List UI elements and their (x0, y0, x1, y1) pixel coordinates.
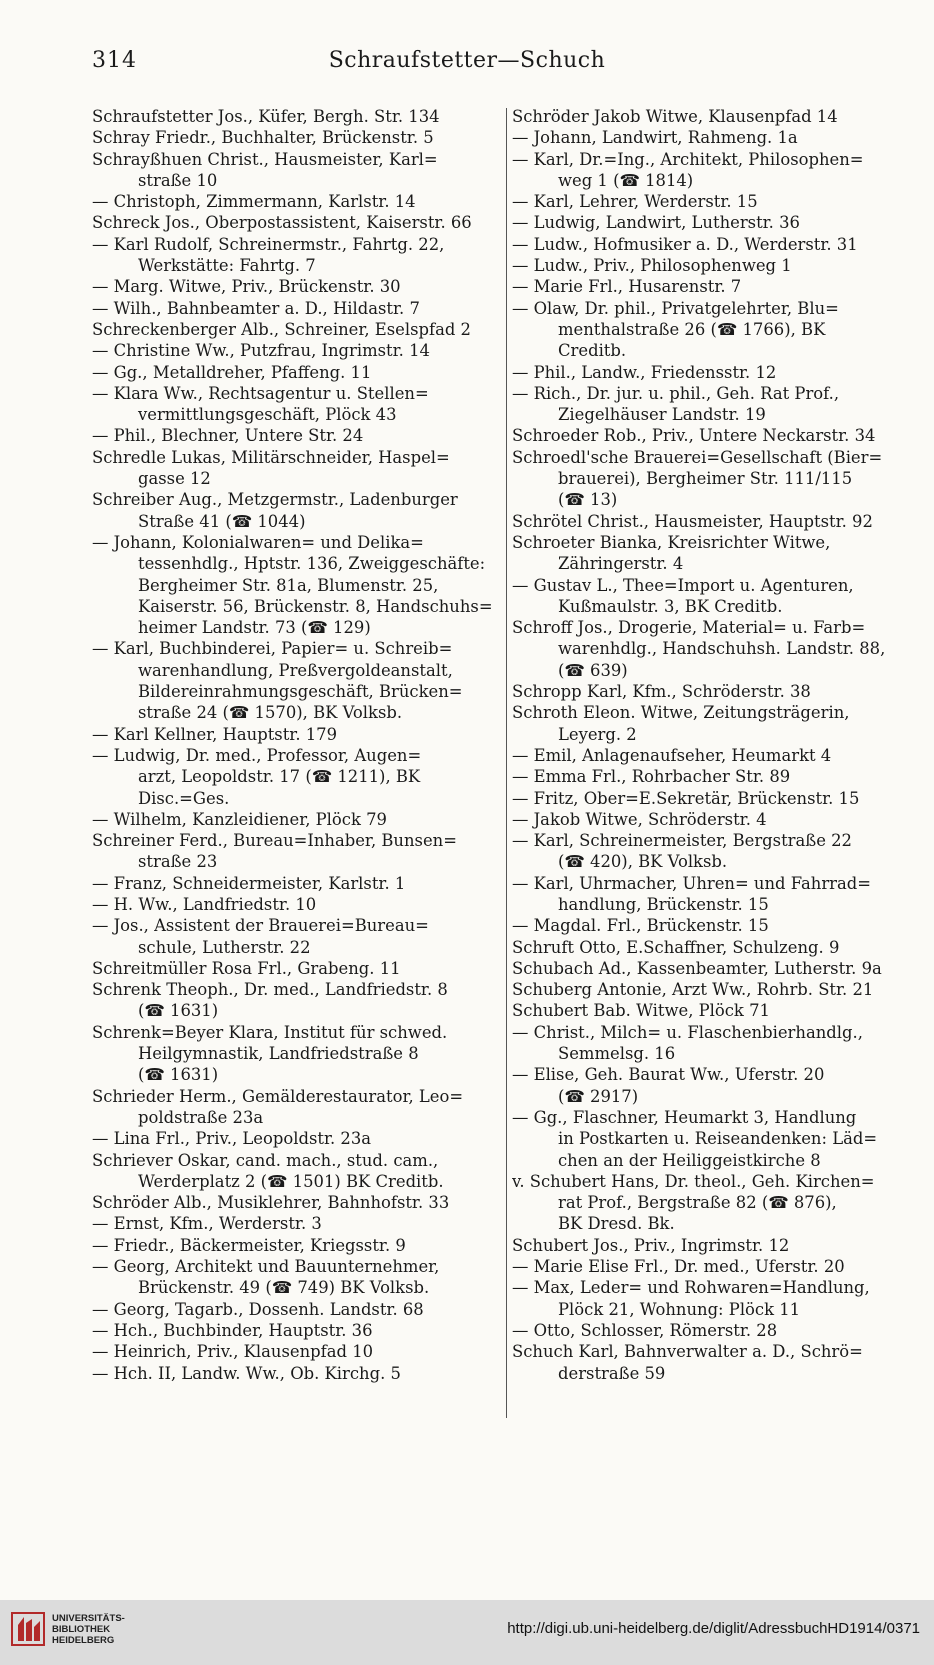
directory-entry-line: poldstraße 23a (138, 1107, 264, 1127)
directory-entry-line: chen an der Heiliggeistkirche 8 (558, 1150, 821, 1170)
directory-entry-line: — Gg., Metalldreher, Pfaffeng. 11 (92, 362, 372, 382)
directory-entry-line: menthalstraße 26 (☎ 1766), BK (558, 319, 826, 339)
directory-entry-line: Schruft Otto, E.Schaffner, Schulzeng. 9 (512, 937, 840, 957)
directory-entry-line: in Postkarten u. Reiseandenken: Läd= (558, 1129, 878, 1149)
directory-entry-line: Schrayßhuen Christ., Hausmeister, Karl= (92, 149, 438, 169)
directory-entry-line: — Karl, Uhrmacher, Uhren= und Fahrrad= (512, 873, 871, 893)
library-name-line: UNIVERSITÄTS- (52, 1613, 125, 1624)
directory-entry-line: — Karl Kellner, Hauptstr. 179 (92, 724, 338, 744)
running-head: Schraufstetter—Schuch (328, 48, 606, 73)
directory-entry-line: — Phil., Blechner, Untere Str. 24 (92, 426, 364, 446)
directory-entry-line: — Max, Leder= und Rohwaren=Handlung, (512, 1278, 870, 1298)
directory-entry-line: Schuberg Antonie, Arzt Ww., Rohrb. Str. 21 (512, 980, 874, 1000)
directory-entry-line: Schreiner Ferd., Bureau=Inhaber, Bunsen= (92, 831, 457, 851)
directory-entry-line: — Jakob Witwe, Schröderstr. 4 (512, 809, 767, 829)
directory-entry-line: Schroeder Rob., Priv., Untere Neckarstr. 34 (512, 426, 876, 446)
directory-entry-line: — Ludwig, Landwirt, Lutherstr. 36 (512, 213, 800, 233)
directory-entry-line: Brückenstr. 49 (☎ 749) BK Volksb. (138, 1278, 430, 1298)
directory-entry-line: Schroedl'sche Brauerei=Gesellschaft (Bier= (512, 447, 883, 467)
source-url-link[interactable]: http://digi.ub.uni-heidelberg.de/diglit/AdressbuchHD1914/0371 (507, 1620, 920, 1637)
directory-entry-line: — Ludwig, Dr. med., Professor, Augen= (92, 745, 422, 765)
directory-entry-line: — Olaw, Dr. phil., Privatgelehrter, Blu= (512, 298, 839, 318)
directory-entry-line: — Wilh., Bahnbeamter a. D., Hildastr. 7 (92, 298, 420, 318)
directory-entry-line: — Christine Ww., Putzfrau, Ingrimstr. 14 (92, 341, 430, 361)
directory-entry-line: rat Prof., Bergstraße 82 (☎ 876), (558, 1193, 837, 1213)
directory-entry-line: Semmelsg. 16 (558, 1044, 676, 1064)
directory-entry-line: — Friedr., Bäckermeister, Kriegsstr. 9 (92, 1235, 406, 1255)
heidelberg-university-library-logo-icon (10, 1611, 46, 1647)
footer-bar (0, 1600, 934, 1665)
page-number: 314 (92, 48, 137, 73)
column-divider (506, 108, 507, 1418)
directory-entry-line: Schröder Jakob Witwe, Klausenpfad 14 (512, 107, 838, 126)
directory-entry-line: Schroth Eleon. Witwe, Zeitungsträgerin, (512, 703, 850, 723)
directory-entry-line: (☎ 1631) (138, 1001, 219, 1021)
directory-entry-line: Schrenk=Beyer Klara, Institut für schwed. (92, 1022, 448, 1042)
directory-entry-line: BK Dresd. Bk. (558, 1214, 675, 1234)
directory-entry-line: Schubert Bab. Witwe, Plöck 71 (512, 1001, 770, 1021)
directory-entry-line: — Hch. II, Landw. Ww., Ob. Kirchg. 5 (92, 1363, 401, 1383)
directory-entry-line: (☎ 639) (558, 660, 628, 680)
directory-entry-line: Schroff Jos., Drogerie, Material= u. Farb= (512, 618, 866, 638)
directory-entry-line: — H. Ww., Landfriedstr. 10 (92, 894, 317, 914)
directory-entry-line: tessenhdlg., Hptstr. 136, Zweiggeschäfte: (138, 554, 486, 574)
directory-entry-line: handlung, Brückenstr. 15 (558, 894, 769, 914)
directory-entry-line: Kußmaulstr. 3, BK Creditb. (558, 596, 783, 616)
directory-entry-line: — Georg, Tagarb., Dossenh. Landstr. 68 (92, 1299, 424, 1319)
right-column (512, 106, 912, 1384)
directory-entry-line: — Karl, Dr.=Ing., Architekt, Philosophen= (512, 149, 864, 169)
directory-entry-line: Schubach Ad., Kassenbeamter, Lutherstr. 9a (512, 958, 882, 978)
directory-entry-line: — Elise, Geh. Baurat Ww., Uferstr. 20 (512, 1065, 825, 1085)
directory-entry-line: straße 24 (☎ 1570), BK Volksb. (138, 703, 403, 723)
directory-entry-line: gasse 12 (138, 469, 211, 489)
directory-entry-line: v. Schubert Hans, Dr. theol., Geh. Kirchen= (512, 1171, 875, 1191)
directory-entry-line: heimer Landstr. 73 (☎ 129) (138, 618, 371, 638)
directory-entry-line: Bergheimer Str. 81a, Blumenstr. 25, (138, 575, 439, 595)
directory-entry-line: Bildereinrahmungsgeschäft, Brücken= (138, 682, 463, 702)
directory-entry-line: — Magdal. Frl., Brückenstr. 15 (512, 916, 769, 936)
directory-entry-line: — Jos., Assistent der Brauerei=Bureau= (92, 916, 429, 936)
directory-entry-line: Heilgymnastik, Landfriedstraße 8 (138, 1044, 419, 1064)
directory-entry-line: warenhdlg., Handschuhsh. Landstr. 88, (558, 639, 886, 659)
directory-entry-line: Schröder Alb., Musiklehrer, Bahnhofstr. 33 (92, 1193, 450, 1213)
directory-entry-line: — Christ., Milch= u. Flaschenbierhandlg., (512, 1022, 863, 1042)
directory-entry-line: Schrenk Theoph., Dr. med., Landfriedstr. 8 (92, 980, 448, 1000)
directory-entry-line: (☎ 420), BK Volksb. (558, 852, 728, 872)
directory-entry-line: Leyerg. 2 (558, 724, 637, 744)
directory-entry-line: — Georg, Architekt und Bauunternehmer, (92, 1257, 440, 1277)
directory-entry-line: Creditb. (558, 341, 627, 361)
directory-entry-line: Schreck Jos., Oberpostassistent, Kaiserstr. 66 (92, 213, 472, 233)
directory-entry-line: Schropp Karl, Kfm., Schröderstr. 38 (512, 682, 811, 702)
directory-entry-line: Schray Friedr., Buchhalter, Brückenstr. 5 (92, 128, 434, 148)
library-name-line: BIBLIOTHEK (52, 1624, 111, 1635)
directory-entry-line: Schreckenberger Alb., Schreiner, Eselspfad 2 (92, 319, 471, 339)
directory-entry-line: — Ludw., Hofmusiker a. D., Werderstr. 31 (512, 234, 858, 254)
directory-entry-line: — Karl Rudolf, Schreinermstr., Fahrtg. 22, (92, 234, 445, 254)
directory-entry-line: schule, Lutherstr. 22 (138, 937, 311, 957)
directory-entry-line: — Marg. Witwe, Priv., Brückenstr. 30 (92, 277, 401, 297)
directory-entry-line: — Karl, Schreinermeister, Bergstraße 22 (512, 831, 852, 851)
directory-entry-line: Werderplatz 2 (☎ 1501) BK Creditb. (138, 1171, 444, 1191)
directory-entry-line: — Hch., Buchbinder, Hauptstr. 36 (92, 1320, 373, 1340)
directory-entry-line: Disc.=Ges. (138, 788, 230, 808)
directory-entry-line: Schrieder Herm., Gemälderestaurator, Leo= (92, 1086, 464, 1106)
library-name-line: HEIDELBERG (52, 1635, 115, 1646)
directory-entry-line: (☎ 2917) (558, 1086, 639, 1106)
directory-entry-line: Straße 41 (☎ 1044) (138, 511, 306, 531)
directory-entry-line: Schraufstetter Jos., Küfer, Bergh. Str. 134 (92, 107, 440, 126)
directory-entry-line: Ziegelhäuser Landstr. 19 (558, 405, 766, 425)
directory-entry-line: — Johann, Landwirt, Rahmeng. 1a (512, 128, 798, 148)
directory-entry-line: straße 10 (138, 170, 218, 190)
directory-entry-line: — Gg., Flaschner, Heumarkt 3, Handlung (512, 1107, 857, 1127)
left-column (92, 106, 502, 1384)
directory-entry-line: Schreiber Aug., Metzgermstr., Ladenburger (92, 490, 458, 510)
directory-entry-line: Werkstätte: Fahrtg. 7 (138, 256, 316, 276)
directory-entry-line: — Wilhelm, Kanzleidiener, Plöck 79 (92, 809, 387, 829)
directory-entry-line: arzt, Leopoldstr. 17 (☎ 1211), BK (138, 767, 421, 787)
directory-entry-line: Schredle Lukas, Militärschneider, Haspel= (92, 447, 450, 467)
page-header (0, 48, 934, 82)
directory-entry-line: Kaiserstr. 56, Brückenstr. 8, Handschuhs= (138, 596, 493, 616)
directory-entry-line: — Heinrich, Priv., Klausenpfad 10 (92, 1342, 374, 1362)
directory-entry-line: — Marie Elise Frl., Dr. med., Uferstr. 20 (512, 1257, 845, 1277)
directory-entry-line: Schriever Oskar, cand. mach., stud. cam., (92, 1150, 439, 1170)
directory-entry-line: weg 1 (☎ 1814) (558, 170, 694, 190)
directory-entry-line: vermittlungsgeschäft, Plöck 43 (138, 405, 397, 425)
directory-entry-line: Schrötel Christ., Hausmeister, Hauptstr. 92 (512, 511, 873, 531)
directory-entry-line: — Phil., Landw., Friedensstr. 12 (512, 362, 777, 382)
directory-entry-line: Zähringerstr. 4 (558, 554, 684, 574)
directory-entry-line: Schubert Jos., Priv., Ingrimstr. 12 (512, 1235, 790, 1255)
directory-entry-line: warenhandlung, Preßvergoldeanstalt, (138, 660, 453, 680)
directory-entry-line: derstraße 59 (558, 1363, 666, 1383)
directory-entry-line: Plöck 21, Wohnung: Plöck 11 (558, 1299, 801, 1319)
directory-entry-line: — Ludw., Priv., Philosophenweg 1 (512, 256, 792, 276)
directory-entry-line: — Franz, Schneidermeister, Karlstr. 1 (92, 873, 406, 893)
directory-entry-line: — Ernst, Kfm., Werderstr. 3 (92, 1214, 322, 1234)
directory-entry-line: brauerei), Bergheimer Str. 111/115 (558, 469, 853, 489)
directory-entry-line: (☎ 13) (558, 490, 618, 510)
library-name (52, 1613, 125, 1646)
directory-entry-line: — Emil, Anlagenaufseher, Heumarkt 4 (512, 745, 832, 765)
directory-entry-line: — Otto, Schlosser, Römerstr. 28 (512, 1320, 778, 1340)
directory-entry-line: Schreitmüller Rosa Frl., Grabeng. 11 (92, 958, 401, 978)
directory-entry-line: — Emma Frl., Rohrbacher Str. 89 (512, 767, 791, 787)
directory-entry-line: — Rich., Dr. jur. u. phil., Geh. Rat Prof., (512, 383, 840, 403)
directory-entry-line: — Lina Frl., Priv., Leopoldstr. 23a (92, 1129, 372, 1149)
directory-entry-line: — Karl, Lehrer, Werderstr. 15 (512, 192, 758, 212)
directory-entry-line: — Johann, Kolonialwaren= und Delika= (92, 532, 424, 552)
directory-entry-line: Schroeter Bianka, Kreisrichter Witwe, (512, 532, 831, 552)
directory-entry-line: — Marie Frl., Husarenstr. 7 (512, 277, 742, 297)
directory-entry-line: (☎ 1631) (138, 1065, 219, 1085)
directory-entry-line: — Gustav L., Thee=Import u. Agenturen, (512, 575, 854, 595)
directory-entry-line: Schuch Karl, Bahnverwalter a. D., Schrö= (512, 1342, 863, 1362)
directory-entry-line: straße 23 (138, 852, 218, 872)
directory-entry-line: — Karl, Buchbinderei, Papier= u. Schreib= (92, 639, 453, 659)
directory-entry-line: — Christoph, Zimmermann, Karlstr. 14 (92, 192, 416, 212)
directory-entry-line: — Klara Ww., Rechtsagentur u. Stellen= (92, 383, 429, 403)
directory-entry-line: — Fritz, Ober=E.Sekretär, Brückenstr. 15 (512, 788, 860, 808)
